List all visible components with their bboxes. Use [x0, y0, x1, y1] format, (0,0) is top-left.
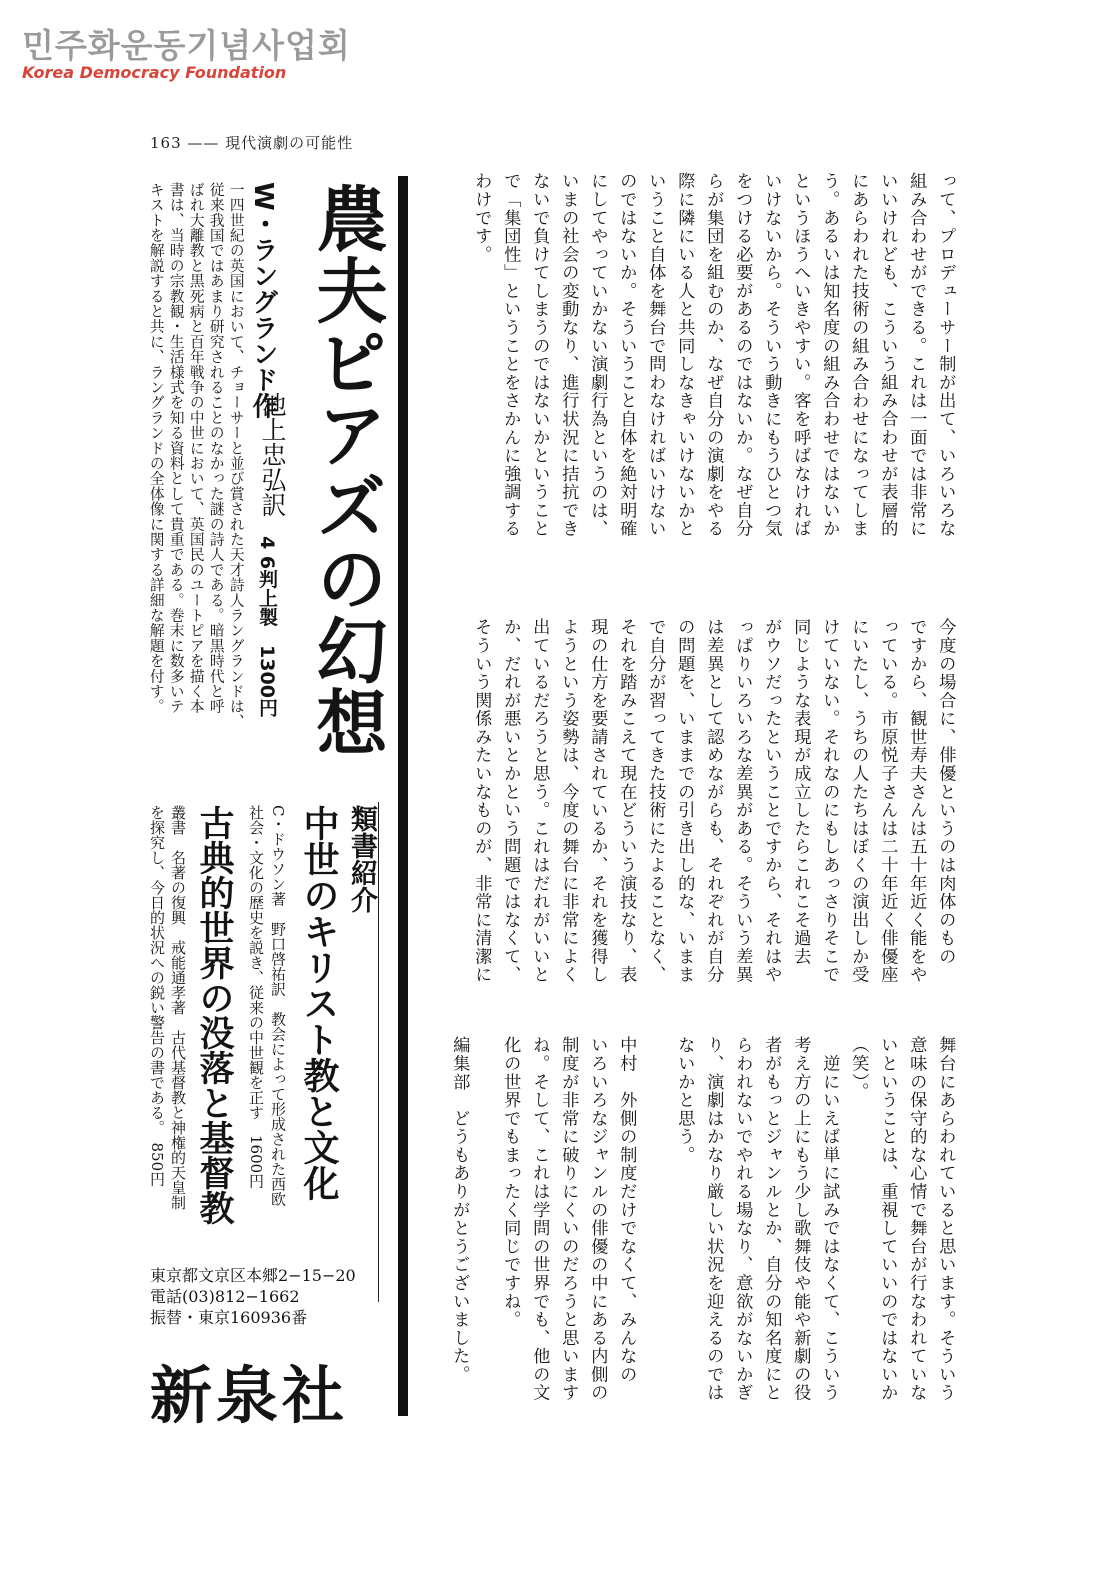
- ad3-series: 叢書 名著の復興 戒能通孝著 古代基督教と神権的天皇制: [169, 805, 187, 1210]
- text-column: そういう関係みたいなものが、非常に清潔に: [471, 618, 492, 984]
- ad2-label: 類書紹介: [346, 805, 377, 913]
- text-column: って、プロデューサー制が出て、いろいろな: [935, 172, 956, 538]
- ad1-desc: 一四世紀の英国において、チョーサーと並び賞された天才詩人ラングランドは、: [227, 182, 245, 730]
- text-column: で自分が習ってきた技術にたよることなく、: [645, 618, 666, 984]
- text-column: それを踏みこえて現在どういう演技なり、表: [616, 618, 637, 984]
- text-column: 現の仕方を要請されているか、それを獲得し: [587, 618, 608, 984]
- text-column: で「集団性」ということをさかんに強調する: [500, 172, 521, 538]
- text-column: 制度が非常に破りにくいのだろうと思います: [558, 1036, 579, 1402]
- ad1-desc: 書は、当時の宗教観・生活様式を知る資料として貴重である。巻末に数多いテ: [167, 182, 185, 714]
- text-column: か、だれが悪いとかという問題ではなくて、: [500, 618, 521, 984]
- text-column: う。あるいは知名度の組み合わせではないか: [819, 172, 840, 538]
- text-column: り、演劇はかなり厳しい状況を迎えるのでは: [703, 1036, 724, 1402]
- text-column: は差異として認めながらも、それぞれが自分: [703, 618, 724, 984]
- publisher-phone: 電話(03)812−1662: [150, 1287, 300, 1306]
- ad1-spec: 4 6判上製 1300円: [256, 536, 278, 717]
- text-column: いいけれども、こういう組み合わせが表層的: [877, 172, 898, 538]
- text-column: にあらわれた技術の組み合わせになってしま: [848, 172, 869, 538]
- ad1-desc: 従来我国ではあまり研究されることのなかった謎の詩人である。暗黒時代と呼: [207, 182, 225, 714]
- text-column: 今度の場合に、俳優というのは肉体のもの: [935, 618, 956, 966]
- text-column: 際に隣にいる人と共同しなきゃいけないかと: [674, 172, 695, 538]
- text-column: 逆にいえば単に試みではなくて、こういう: [819, 1036, 840, 1402]
- running-header: 163 —— 現代演劇の可能性: [150, 134, 354, 152]
- text-column: というほうへいきやすい。客を呼ばなければ: [790, 172, 811, 538]
- ad1-desc: ばれ大離教と黒死病と百年戦争の中世において、英国民のユートピアを描く本: [187, 182, 205, 714]
- text-column: 考え方の上にもう少し歌舞伎や能や新劇の役: [790, 1036, 811, 1402]
- ad3-title: 古典的世界の没落と基督教: [194, 805, 234, 1225]
- text-column: けていない。それなのにもしあっさりそこで: [819, 618, 840, 984]
- text-column: っている。市原悦子さんは二十年近く俳優座: [877, 618, 898, 984]
- text-column: 組み合わせができる。これは一面では非常に: [906, 172, 927, 538]
- ad1-title: 農夫ピアズの幻想: [305, 182, 388, 758]
- text-column: 編集部 どうもありがとうございました。: [449, 1036, 470, 1384]
- text-column: （笑）。: [848, 1036, 869, 1101]
- ad1-author: W・ラングランド作: [248, 182, 278, 419]
- text-column: ないで負けてしまうのではないかということ: [529, 172, 550, 538]
- text-column: がウソだったということですから、それはや: [761, 618, 782, 984]
- text-column: 意味の保守的な心情で舞台が行なわれていな: [906, 1036, 927, 1402]
- ad2-author: C・ドウソン著 野口啓祐訳 教会によって形成された西欧: [269, 805, 287, 1207]
- text-column: いということは、重視していいのではないか: [877, 1036, 898, 1402]
- text-column: にいたし、うちの人たちはぼくの演出しか受: [848, 618, 869, 984]
- text-column: 舞台にあらわれていると思います。そういう: [935, 1036, 956, 1402]
- publisher-address: 東京都文京区本郷2−15−20: [150, 1266, 356, 1285]
- text-column: いまの社会の変動なり、進行状況に拮抗でき: [558, 172, 579, 538]
- text-column: らわれないでやれる場なり、意欲がないかぎ: [732, 1036, 753, 1402]
- ad2-rule: [378, 802, 379, 1302]
- text-column: いうこと自体を舞台で問わなければいけない: [645, 172, 666, 538]
- text-column: 出ているだろうと思う。これはだれがいいと: [529, 618, 550, 984]
- watermark-english: Korea Democracy Foundation: [22, 63, 287, 82]
- text-column: いろいろなジャンルの俳優の中にある内側の: [587, 1036, 608, 1402]
- text-column: をつける必要があるのではないか。なぜ自分: [732, 172, 753, 538]
- text-column: の問題を、いままでの引き出し的な、いまま: [674, 618, 695, 984]
- text-column: っぱりいろいろな差異がある。そういう差異: [732, 618, 753, 984]
- text-column: のではないか。そういうこと自体を絶対明確: [616, 172, 637, 538]
- ad1-translator: 池上忠弘訳: [258, 392, 287, 517]
- ad2-title: 中世のキリスト教と文化: [298, 805, 339, 1201]
- publisher-name: 新泉社: [150, 1359, 349, 1432]
- text-column: ようという姿勢は、今度の舞台に非常によく: [558, 618, 579, 984]
- text-column: いけないから。そういう動きにもうひとつ気: [761, 172, 782, 538]
- text-column: わけです。: [471, 172, 492, 264]
- text-column: 中村 外側の制度だけでなくて、みんなの: [616, 1036, 637, 1384]
- text-column: らが集団を組むのか、なぜ自分の演劇をやる: [703, 172, 724, 538]
- ad1-desc: キストを解説すると共に、ラングランドの全体像に関する詳細な解題を付す。: [147, 182, 165, 714]
- text-column: にしてやっていかない演劇行為というのは、: [587, 172, 608, 538]
- ad-separator: [398, 176, 408, 1416]
- ad3-desc: を探究し、今日的状況への鋭い警告の書である。 850円: [148, 805, 166, 1187]
- ad2-desc: 社会・文化の歴史を説き、従来の中世観を正す 1600円: [247, 805, 265, 1189]
- watermark-korean: 민주화운동기념사업회: [22, 26, 351, 65]
- text-column: 同じような表現が成立したらこれこそ過去: [790, 618, 811, 966]
- text-column: 化の世界でもまったく同じですね。: [500, 1036, 521, 1329]
- text-column: ないかと思う。: [674, 1036, 695, 1165]
- text-column: ね。そして、これは学問の世界でも、他の文: [529, 1036, 550, 1402]
- text-column: 者がもっとジャンルとか、自分の知名度にと: [761, 1036, 782, 1402]
- text-column: ですから、観世寿夫さんは五十年近く能をや: [906, 618, 927, 984]
- publisher-transfer: 振替・東京160936番: [150, 1308, 308, 1327]
